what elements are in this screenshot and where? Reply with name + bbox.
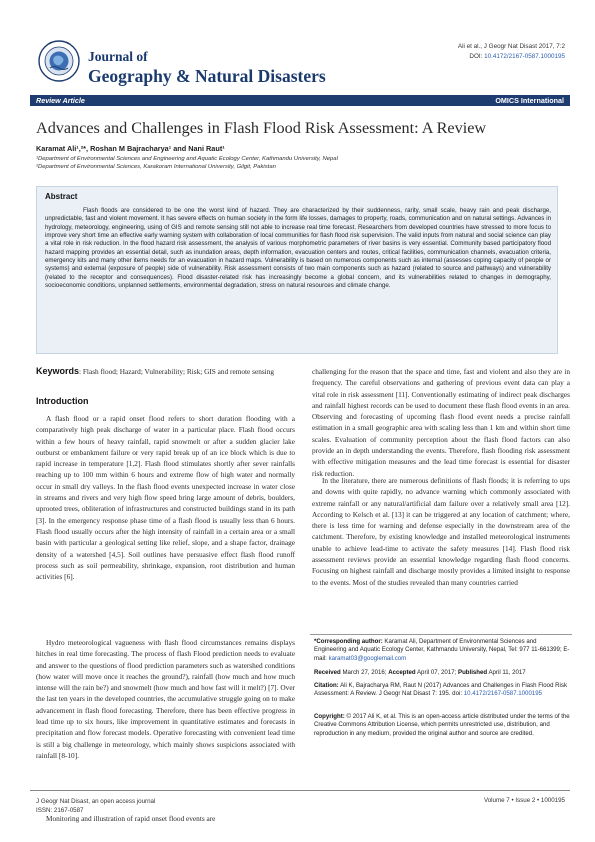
intro-paragraph-2: Hydro meteorological vagueness with flash flood circumstances remains displays hitches in real time forecasting. The process of flash Flood prediction needs to evaluate and answer to the questions of flood prediction parameters such as watershed conditions (how water will move once it reaches the ground?), rainfall (how much and how much intense will the rain be?) and snowmelt (how much and how fast will it melt?) [7]. Over the last ten years in the developed countries, the accumulative struggle going on to make advancement in flash flood forecasting. Therefore, there has been effective progress in lead time up to six hours, like improvement in quantitative estimates and forecasts in precipitation and flow forecast models. Operative forecasting with convenient lead time is still a big challenge in meteorology, which mainly shows suspicions associated with rainfall [8-10]. — [36, 638, 295, 760]
corr-label: *Corresponding author: — [314, 638, 383, 645]
intro-paragraph-4: challenging for the reason that the space and time, fast and violent and also they are in frequency. The careful observations and gathering of previous event data can play a vital role in risk assessment [11]. Conventionally estimating of indirect peak discharges and rainfall highest records can be used to document these flash flood events in an area. Observing and forecasting of upcoming flash flood event needs a precise rainfall estimation in a small geographic area with scaling less than 1 km and within short time scales. Evaluation of community perception about the flash flood factors can also provide an in depth understanding the events. Therefore, flash flooding risk assessment with effective mitigation measures and the lead time forecast is essential for disaster risk reduction. — [312, 367, 570, 478]
keywords-text: : Flash flood; Hazard; Vulnerability; Risk; GIS and remote sensing — [79, 367, 275, 376]
footer-divider — [30, 790, 570, 791]
intro-paragraph-5: In the literature, there are numerous definitions of flash floods; it is referring to ups and downs with quite rapidly, no advance warning which commonly associated with extreme rainfall or any natural/artificial dam failure over a relatively small area [12]. According to Kelsch et al. [13] it can be triggered at any location of catchment; where, there is less time for warning and defense especially in the downstream area of the catchment. Therefore, by existing knowledge and installed meteorological instruments unable to achieve lead-time to activate the safety measures [14]. Flash flood risk assessment reviews provide an essential knowledge regarding flash flood concerns. Focusing on highest rainfall and discharge mostly provides a limited insight to response to the events. Most of the studies revealed than many countries carried — [312, 476, 570, 587]
received-label: Received — [314, 669, 341, 676]
published-date: April 11, 2017 — [487, 669, 526, 676]
accepted-label: Accepted — [388, 669, 416, 676]
dates-line — [314, 669, 570, 677]
intro-paragraph-3: Monitoring and illustration of rapid onset flood events are — [46, 814, 216, 823]
article-type-bar — [30, 95, 570, 106]
doi-label: DOI: — [469, 53, 485, 60]
article-type-label: Review Article — [36, 96, 85, 105]
published-label: Published — [458, 669, 488, 676]
article-title: Advances and Challenges in Flash Flood Risk Assessment: A Review — [36, 119, 487, 137]
journal-of-label: Journal of — [88, 49, 148, 64]
corr-email-link[interactable]: karamat03@googlemail.com — [328, 654, 407, 662]
received-date: March 27, 2016; — [340, 669, 389, 676]
copyright-text: © 2017 Ali K, et al. This is an open-access article distributed under the terms of the Creative Commons Attribution License, which permits unrestricted use, distribution, and reproduction in any medium, provided the original author and source are credited. — [314, 713, 570, 737]
journal-logo-seal — [38, 40, 80, 82]
journal-name: Geography & Natural Disasters — [88, 66, 326, 86]
footer-volume: Volume 7 • Issue 2 • 1000195 — [483, 797, 565, 804]
citation-label: Citation: — [314, 682, 339, 689]
affiliation-1: ¹Department of Environmental Sciences and Engineering and Aquatic Ecology Center, Kathmandu University, Nepal — [36, 156, 338, 162]
doi-line — [469, 53, 565, 60]
introduction-heading: Introduction — [36, 396, 89, 406]
citation-block — [314, 682, 570, 699]
citation-line: Ali et al., J Geogr Nat Disast 2017, 7:2 — [457, 43, 565, 50]
footer-journal-info — [36, 797, 155, 815]
footer-journal-line: J Geogr Nat Disast, an open access journal — [36, 798, 156, 805]
copyright-block — [314, 713, 570, 738]
affiliation-2: ²Department of Environmental Sciences, Karakoram International University, Gilgit, Pakistan — [36, 164, 276, 170]
correspondence-box — [310, 634, 572, 770]
corr-text: Karamat Ali, Department of Environmental Sciences and Engineering and Aquatic Ecology Center, Kathmandu University, Nepal, Tel: 977 11-661399; E-mail: — [314, 638, 570, 662]
copyright-label: Copyright: — [314, 713, 345, 720]
corresponding-author — [314, 638, 570, 663]
publisher-label: OMICS International — [495, 96, 564, 105]
keywords-label: Keywords — [36, 366, 80, 376]
abstract-heading: Abstract — [45, 192, 78, 201]
keywords-paragraph — [36, 366, 295, 377]
citation-text: Ali K, Bajracharya RM, Raut N (2017) Advances and Challenges in Flash Flood Risk Assessment: A Review. J Geogr Nat Disast 7: 195. doi: — [314, 682, 568, 698]
intro-paragraph-1: A flash flood or a rapid onset flood refers to short duration flooding with a comparatively high peak discharge of water in a particular place. Flash flood occurs within a few hours of heavy rainfall, rapid snowmelt or after a sudden glacier lake outburst or embankment failure or very rapid break up of an ice block which is due to rapid increase in temperature [1,2]. Flash flood stimulates shortly after sever rainfalls reaching up to 100 mm within 6 hours and extreme flow of high water and normally occur in small dry valleys. In the flash flood events unexpected increase in water close in streams and rivers and very high flow speed bring large amount of debris, boulders, uprooted trees, obliteration of infrastructures and constructed buildings stand in its path [3]. In the emergency response phase time of a flash flood is usually less than 6 hours. Flash flood usually occurs after the high intensity of rainfall in a certain area or a small basin with particular a geological setting like relief, slope, and a shape factor, drainage density of a watershed [4,5]. Soil outlines have persuasive effect flash flood runoff process such as soil permeability, shrinkage, expansion, root distribution and human activities [6]. — [36, 414, 295, 582]
author-list: Karamat Ali¹,²*, Roshan M Bajracharya¹ and Nani Raut¹ — [36, 144, 225, 153]
citation-doi-link[interactable]: 10.4172/2167-0587.1000195 — [463, 690, 542, 698]
accepted-date: April 07, 2017; — [415, 669, 458, 676]
footer-issn: ISSN: 2167-0587 — [36, 807, 84, 814]
abstract-text: Flash floods are considered to be one the worst kind of hazard. They are characterized by their suddenness, rarity, small scale, heavy rain and peak discharge, unpredictable, fast and violent movement. It has severe effects on human society in the form life losses, damages to property, roads, communication and on natural settings. Advances in hydrology, meteorology, engineering, using of GIS and remote sensing still not able to increase real time forecast. Researchers from developed countries have stressed to more focus to improve very short time an effective early warning system with collaboration of local communities for flash flood risk supervision. The valid inputs from natural and social science can play a vital role in risk reduction. In the flood hazard risk assessment, the analysis of various morphometric parameters of river basins is very essential. Community based participatory flood hazard mapping provides an essential detail, such as inundation areas, depth information, evacuation centers and routes, critical facilities, communication channels, evacuation criteria, emergency kits and many other items needs for an evacuation in hazard maps. Vulnerability is based on numerous components such as internal (assesses coping capacity of people or systems) and external (exposure of people) side of vulnerability. Risk assessment consists of two main components such as hazard (related to source and pathways) and vulnerability (related to the receptor and consequences). Flood disaster-related risk has increasingly become a global concern, and its vulnerabilities related to changes in demography, socioeconomic conditions, unplanned settlements, environmental degradation, stress on natural resources and climate change. — [45, 207, 551, 290]
abstract-box — [36, 186, 558, 354]
doi-link[interactable]: 10.4172/2167-0587.1000195 — [484, 53, 565, 60]
